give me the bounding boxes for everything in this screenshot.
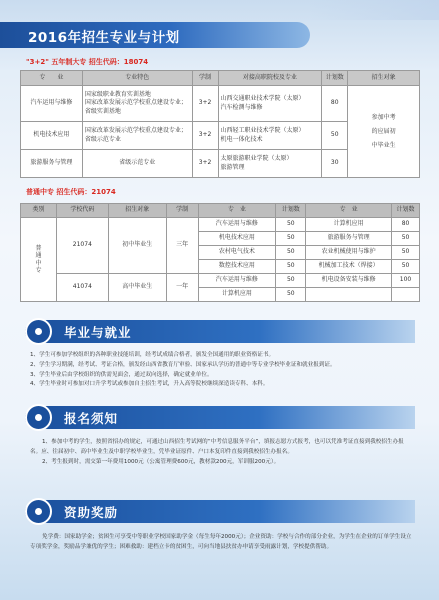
employment-text [30,351,412,390]
major-cell: 汽车运用与维修 [198,218,276,232]
major-cell: 机电技术应用 [21,122,83,150]
years-cell: 3+2 [192,150,218,178]
major-cell: 汽车运用与维修 [198,274,276,288]
college-cell: 山西交通职业技术学院（太原） 汽车检测与维修 [218,86,322,122]
major-cell [306,288,392,302]
table-header-row [21,204,420,218]
feature-cell: 国家级职业教育实训基地 国家改革发展示范学校重点建设专业；省级实训基地 [82,86,192,122]
major-cell: 计算机应用 [306,218,392,232]
years-cell: 三年 [166,218,198,274]
major-cell: 旅游服务与管理 [21,150,83,178]
aid-line: 免学费：国家助学金；贫困生可享受中等职业学校国家助学金（每生每年2000元）；企业资助：学校与合作的部分企业，为学生在企业的订单学生设立专项奖学金，奖励品学兼优的学生；困难救助：建档立卡的贫困生，可向当地县扶贫办申请享受雨露计划，学校提供帮助。 [30,534,412,550]
school-code-cell: 21074 [56,218,108,274]
count-cell: 50 [322,122,348,150]
count-cell: 100 [392,274,420,288]
employment-line: 3、学生毕业后由学校组织的供需见面会，通过双向选择，确定就业单位。 [30,371,213,378]
major-cell: 旅游服务与管理 [306,232,392,246]
header-cell: 计划数 [322,71,348,86]
count-cell: 50 [392,246,420,260]
table-row [21,86,420,122]
header-cell: 学校代码 [56,204,108,218]
category-cell: 普 通 中 专 [21,218,57,302]
major-cell: 机电设备安装与维修 [306,274,392,288]
header-cell: 招生对象 [108,204,166,218]
target-cell: 参加中考 的应届初 中毕业生 [348,86,420,178]
count-cell: 50 [276,274,306,288]
school-code-cell: 41074 [56,274,108,302]
bullet-icon [25,404,52,431]
count-cell: 50 [276,218,306,232]
major-cell: 汽车运用与维修 [21,86,83,122]
enroll-title: 报名须知 [64,411,119,426]
count-cell: 50 [276,232,306,246]
target-cell: 初中毕业生 [108,218,166,274]
page-title: 2016年招生专业与计划 [28,30,180,46]
header-cell: 专业特色 [82,71,192,86]
major-cell: 机电技术应用 [198,232,276,246]
employment-line: 4、学生毕业时可参加对口升学考试或参加自主招生考试，升入高等院校继续深造读专科、本科。 [30,381,269,388]
header-cell: 计划数 [392,204,420,218]
count-cell: 80 [392,218,420,232]
header-cell: 学制 [192,71,218,86]
college-cell: 山西轻工职业技术学院（太原） 机电一体化技术 [218,122,322,150]
major-cell: 农业机械使用与维护 [306,246,392,260]
major-cell: 机械加工技术（焊接） [306,260,392,274]
count-cell: 50 [392,232,420,246]
enroll-line: 1、参加中考的学生，按照省招办的规定，可通过山西招生考试网的“中考信息服务平台”，填报志愿方式报考，也可以凭准考证直接到我校招生办报名。应、往届初中、高中毕业生及中职学校毕业生，凭毕业证原件、户口本复印件直接到我校招生办报名。 [30,439,404,455]
header-cell: 类别 [21,204,57,218]
header-decoration [309,0,439,20]
table-header-row [21,71,420,86]
bullet-icon [25,498,52,525]
years-cell: 3+2 [192,86,218,122]
aid-title: 资助奖励 [64,505,119,520]
program2-table [20,203,420,302]
feature-cell: 国家改革发展示范学校重点建设专业；省级示范专业 [82,122,192,150]
bullet-icon [25,318,52,345]
program2-heading: 普通中专 招生代码：21074 [26,188,116,196]
header-cell: 专 业 [198,204,276,218]
header-cell: 专 业 [21,71,83,86]
header-cell: 招生对象 [348,71,420,86]
table-row [21,274,420,288]
count-cell: 50 [276,288,306,302]
aid-text [30,533,412,553]
enroll-line: 2、考生报到时，需交第一年费用1000元（公寓管理费600元，教材款200元，军训服200元）。 [42,458,280,465]
table-row [21,218,420,232]
header-cell: 对接高职院校及专业 [218,71,322,86]
years-cell: 3+2 [192,122,218,150]
major-cell: 数控技术应用 [198,260,276,274]
count-cell: 50 [276,260,306,274]
employment-line: 2、学生学习期满，经考试、考证合格，颁发经山西省教育厅审验、国家承认学历的普通中等专业学校毕业证和就业报到证。 [30,361,336,368]
program1-heading: "3+2" 五年制大专 招生代码：18074 [26,58,149,66]
enroll-text [30,438,412,467]
header-cell: 专 业 [306,204,392,218]
feature-cell: 省级示范专业 [82,150,192,178]
college-cell: 太原旅游职业学院（太原） 旅游管理 [218,150,322,178]
target-cell: 高中毕业生 [108,274,166,302]
count-cell: 30 [322,150,348,178]
header-cell: 学制 [166,204,198,218]
major-cell: 计算机应用 [198,288,276,302]
count-cell: 50 [392,260,420,274]
header-cell: 计划数 [276,204,306,218]
employment-title: 毕业与就业 [64,325,132,340]
years-cell: 一年 [166,274,198,302]
major-cell: 农村电气技术 [198,246,276,260]
count-cell: 80 [322,86,348,122]
employment-line: 1、学生可参加学校组织的各种职业技能培训，经考试成绩合格者，颁发全国通用的职业资格证书。 [30,352,275,358]
program1-table [20,70,420,178]
count-cell [392,288,420,302]
count-cell: 50 [276,246,306,260]
